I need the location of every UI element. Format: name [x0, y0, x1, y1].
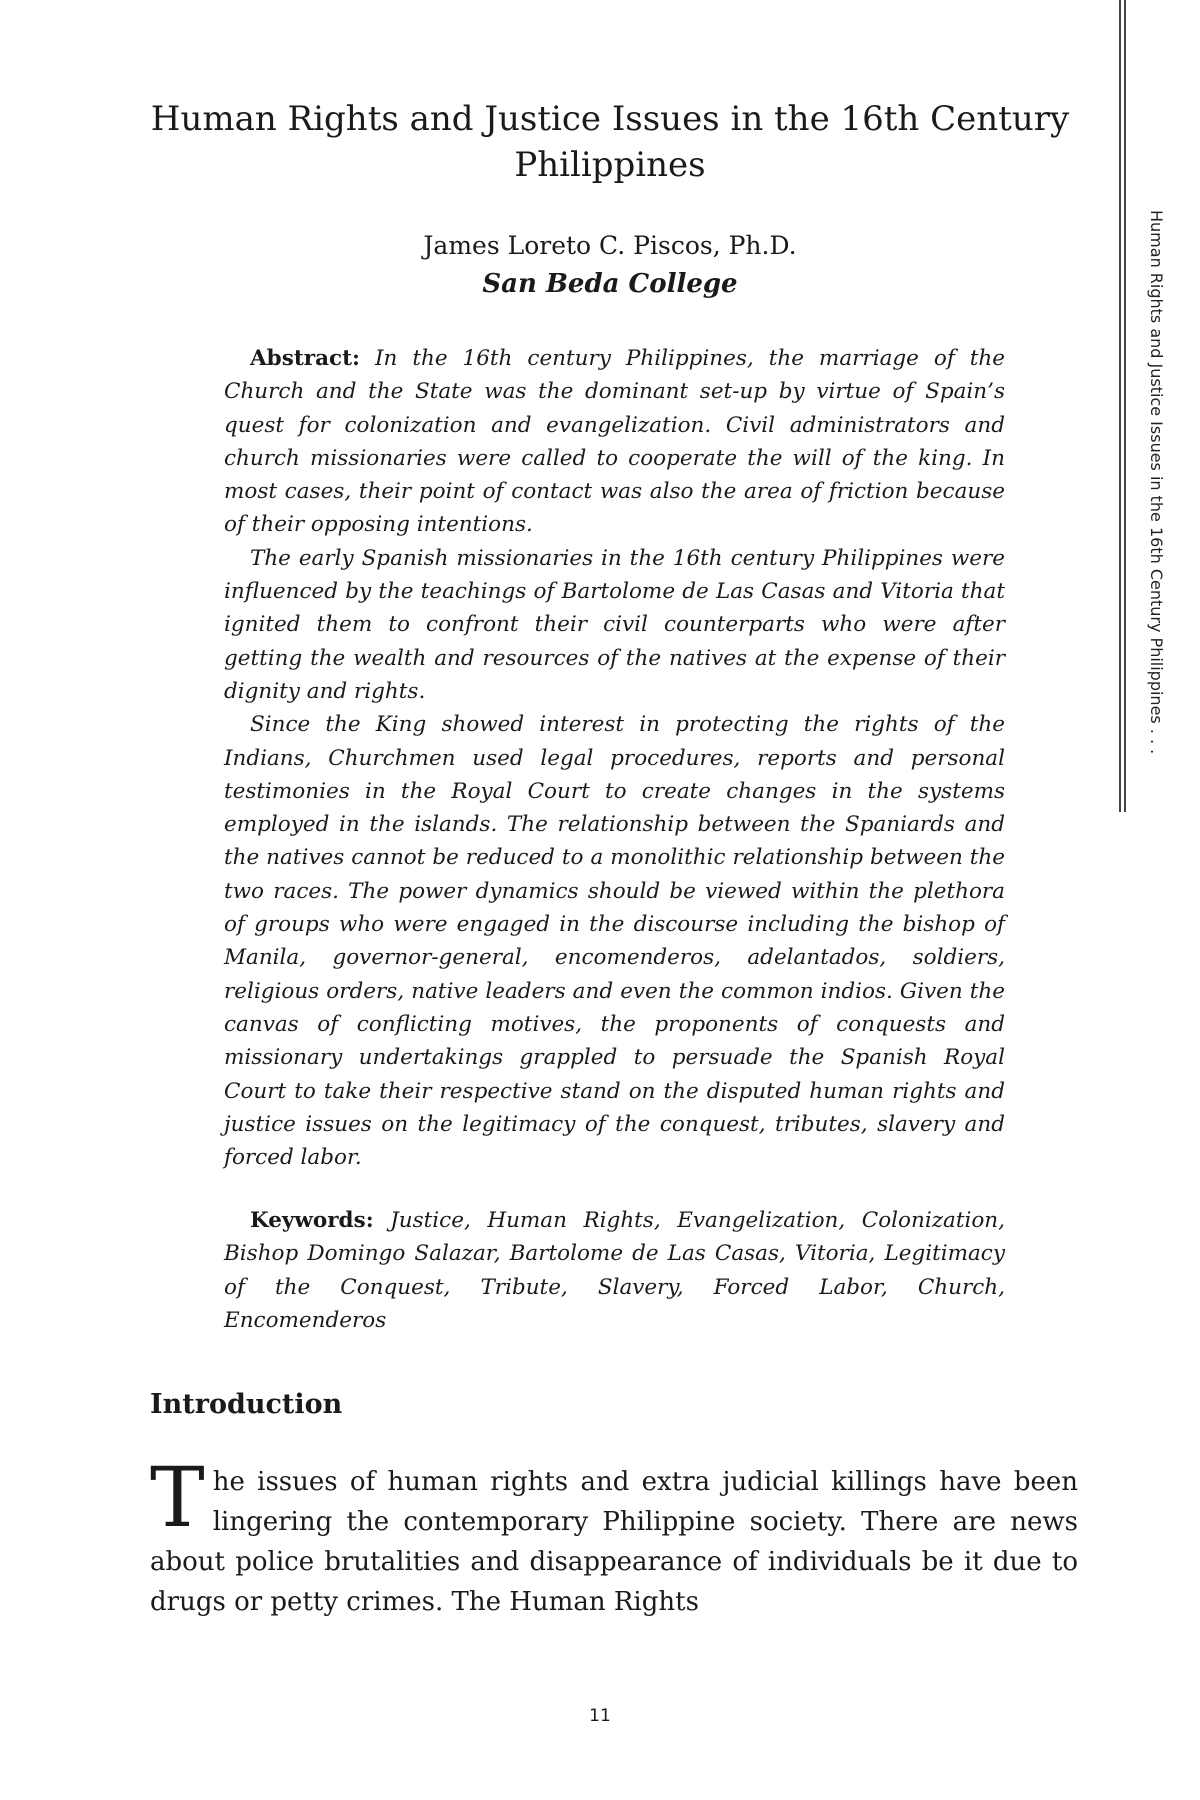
keywords-label: Keywords: — [250, 1208, 374, 1233]
paper-title: Human Rights and Justice Issues in the 16th Century Philippines — [150, 99, 1070, 185]
margin-rule-inner — [1124, 0, 1126, 812]
abstract-paragraph-1 — [224, 342, 1005, 542]
abstract — [224, 342, 1005, 1174]
page-number: 11 — [589, 1706, 611, 1726]
abstract-label: Abstract: — [250, 346, 360, 371]
introduction-heading: Introduction — [150, 1389, 343, 1420]
keywords — [224, 1204, 1005, 1337]
abstract-paragraph-3: Since the King showed interest in protecting the rights of the Indians, Churchmen used legal procedures, reports and personal testimonies in the Royal Court to create changes in the systems employed in the islands. The relationship between the Spaniards and the natives cannot be reduced to a monolithic relationship between the two races. The power dynamics should be viewed within the plethora of groups who were engaged in the discourse including the bishop of Manila, governor-general, encomenderos, adelantados, soldiers, religious orders, native leaders and even the common indios. Given the canvas of conflicting motives, the proponents of conquests and missionary undertakings grappled to persuade the Spanish Royal Court to take their respective stand on the disputed human rights and justice issues on the legitimacy of the conquest, tributes, slavery and forced labor. — [224, 712, 1005, 1171]
author-name: James Loreto C. Piscos, Ph.D. — [423, 231, 797, 260]
keywords-text: Justice, Human Rights, Evangelization, Colonization, Bishop Domingo Salazar, Bartolome de Las Casas, Vitoria, Legitimacy of the Conquest, Tribute, Slavery, Forced Labor, Church, Encomenderos — [224, 1208, 1005, 1333]
introduction-paragraph — [150, 1451, 1078, 1622]
introduction-text: he issues of human rights and extra judicial killings have been lingering the contemporary Philippine society. There are news about police brutalities and disappearance of individuals be it due to drugs or petty crimes. The Human Rights — [150, 1467, 1078, 1617]
keywords-paragraph — [224, 1204, 1005, 1337]
author-affiliation: San Beda College — [482, 269, 738, 299]
running-header: Human Rights and Justice Issues in the 16th Century Philippines . . . — [1147, 210, 1166, 755]
abstract-text-1: In the 16th century Philippines, the marriage of the Church and the State was the dominant set-up by virtue of Spain’s quest for colonization and evangelization. Civil administrators and church missionaries were called to cooperate the will of the king. In most cases, their point of contact was also the area of friction because of their opposing intentions. — [224, 346, 1005, 538]
drop-cap: T — [150, 1451, 205, 1546]
margin-rule-outer — [1119, 0, 1121, 812]
abstract-paragraph-2: The early Spanish missionaries in the 16th century Philippines were influenced by the teachings of Bartolome de Las Casas and Vitoria that ignited them to confront their civil counterparts who were after getting the wealth and resources of the natives at the expense of their dignity and rights. — [224, 545, 1005, 704]
